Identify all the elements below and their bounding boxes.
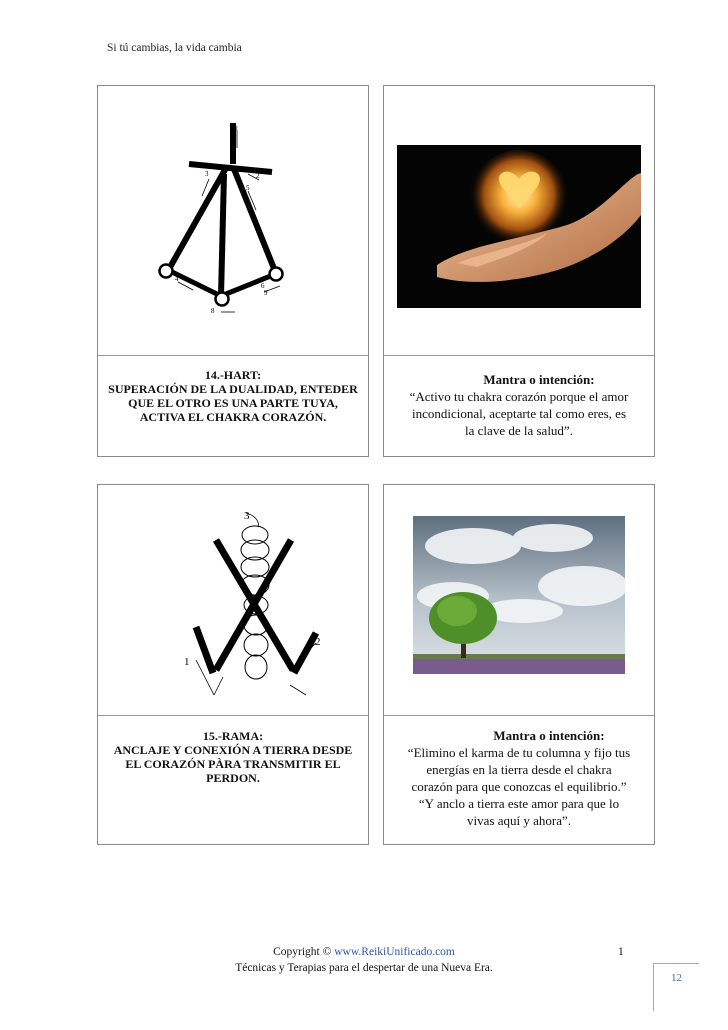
diagram-number-1: 1 (184, 656, 190, 668)
hart-symbol-diagram (98, 86, 368, 351)
mantra-title: Mantra o intención: (483, 372, 595, 387)
diagram-number-9: 9 (264, 289, 268, 297)
footer-page-marker: 1 (618, 946, 624, 958)
card-divider (98, 715, 368, 716)
footer-copyright: Copyright © www.ReikiUnificado.com (273, 946, 455, 958)
diagram-number-1: 1 (235, 125, 239, 133)
diagram-number-4: 4 (175, 275, 179, 283)
diagram-number-2: 2 (256, 172, 260, 180)
symbol-title: 14.-HART: SUPERACIÓN DE LA DUALIDAD, ENTEDER QUE EL OTRO ES UNA PARTE TUYA, ACTIVA EL CHAKRA CORAZÓN. (108, 368, 358, 424)
diagram-number-6: 6 (261, 282, 265, 290)
mantra-title: Mantra o intención: (493, 728, 605, 743)
rama-symbol-card (97, 484, 369, 845)
rama-symbol-diagram (98, 485, 368, 710)
heart-in-hands-photo (397, 145, 641, 308)
hart-mantra-card (383, 85, 655, 457)
symbol-title: 15.-RAMA: ANCLAJE Y CONEXIÓN A TIERRA DESDE EL CORAZÓN PÀRA TRANSMITIR EL PERDON. (113, 729, 353, 785)
footer-subtitle: Técnicas y Terapias para el despertar de una Nueva Era. (235, 962, 493, 974)
diagram-number-3: 3 (205, 170, 209, 178)
diagram-number-3: 3 (244, 510, 250, 522)
card-divider (384, 715, 654, 716)
diagram-number-8: 8 (211, 307, 215, 315)
card-divider (98, 355, 368, 356)
running-header: Si tú cambias, la vida cambia (107, 42, 242, 54)
page-number: 12 (653, 963, 699, 1011)
mantra-text: Mantra o intención: “Activo tu chakra corazón porque el amor incondicional, aceptarte tal como eres, es la clave de la salud”. (384, 371, 654, 439)
diagram-number-5: 5 (246, 184, 250, 192)
tree-landscape-photo (413, 516, 625, 674)
diagram-number-2: 2 (315, 636, 321, 648)
hart-symbol-card (97, 85, 369, 457)
rama-mantra-card (383, 484, 655, 845)
mantra-text: Mantra o intención: “Elimino el karma de tu columna y fijo tus energías en la tierra desde el chakra corazón para que conozcas el equilibrio.” “Y anclo a tierra este amor para que lo vivas aquí y ahora”. (384, 727, 654, 829)
card-divider (384, 355, 654, 356)
website-link[interactable]: www.ReikiUnificado.com (334, 946, 455, 958)
